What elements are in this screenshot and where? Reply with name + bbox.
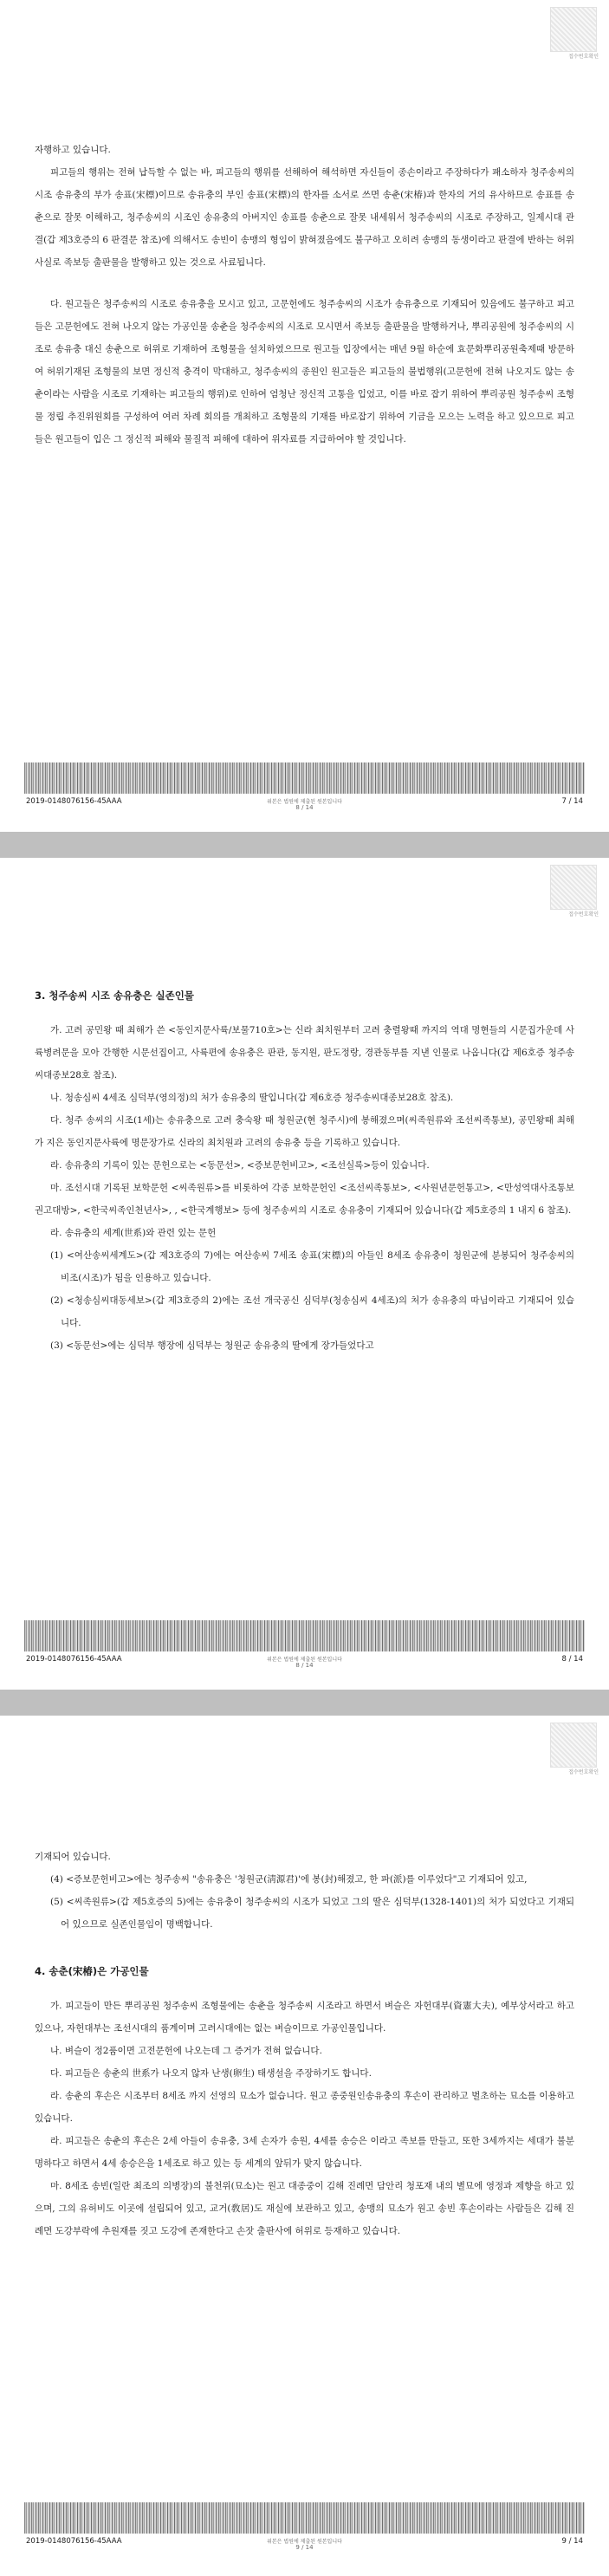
paragraph: 마. 조선시대 기록된 보학문헌 <씨족원류>를 비롯하여 각종 보학문헌인 <조선씨족통보>, <사원년문헌통고>, <만성역대사조통보 권고대방>, <한국씨족인천년사>, , <한국계행보> 등에 청주송씨의 시조로 송유충이 기재되어 있습니다(갑 제5호증의 1 내지 6 참조). <box>35 1183 574 1216</box>
footer-subpage: 8 / 14 <box>295 804 314 811</box>
document-id: 2019-0148076156-45AAA <box>26 2537 122 2546</box>
court-seal-stamp <box>550 865 597 910</box>
paragraph: 라. 송춘의 후손은 시조부터 8세조 까지 선영의 묘소가 없습니다. 원고 종중원인송유충의 후손이 관리하고 벌초하는 묘소를 이용하고 있습니다. <box>35 2091 574 2124</box>
paragraph: 라. 피고들은 송춘의 후손은 2세 아들이 송유충, 3세 손자가 송원, 4세를 송승은 이라고 족보를 만들고, 또한 3세까지는 세대가 불분명하다고 하면서 4세 송승은을 1세조로 하고 있는 등 세계의 앞뒤가 맞지 않습니다. <box>35 2136 574 2169</box>
page-footer <box>0 1620 609 1690</box>
section-heading: 4. 송춘(宋椿)은 가공인물 <box>35 1965 149 1977</box>
footer-note: 위본은 법원에 제출된 원본입니다 <box>267 2539 342 2545</box>
paragraph: 라. 송유충의 기록이 있는 문헌으로는 <동문선>, <증보문헌비고>, <조선실록>등이 있습니다. <box>50 1160 430 1171</box>
list-item: (4) <증보문헌비고>에는 청주송씨 "송유충은 '청원군(淸源君)'에 봉(封)해졌고, 한 파(派)를 이루었다"고 기재되어 있고, <box>50 1874 528 1885</box>
paragraph: 다. 원고들은 청주송씨의 시조로 송유충을 모시고 있고, 고문헌에도 청주송씨의 시조가 송유충으로 기재되어 있음에도 불구하고 피고들은 고문헌에도 전혀 나오지 않는 가공인물 송춘을 청주송씨의 시조로 모시면서 족보등 출판물을 발행하거나, 뿌리공원에 청주송씨의 시조로 송유충 대신 송춘으로 허위로 기재하여 조형물을 설치하였으므로 원고들 입장에서는 매년 9월 하순에 효문화뿌리공원축제때 방문하여 허위기재된 조형물의 보면 정신적 충격이 막대하고, 청주송씨의 종원인 원고들은 피고들의 불법행위(고문헌에 전혀 나오지도 않는 송춘이라는 사람을 시조로 기재하는 피고들의 행위)로 인하여 엄청난 정신적 고통을 입었고, 이를 바로 잡기 위하여 뿌리공원 청주송씨 조형물 정립 추진위원회를 구성하여 여러 차례 회의를 개최하고 조형물의 기재를 바로잡기 위하여 기금을 모으는 노력을 하고 있으므로 피고들은 원고들이 입은 그 정신적 피해와 물질적 피해에 대하여 위자료를 지급하여야 할 것입니다. <box>35 299 574 444</box>
paragraph: 가. 고려 공민왕 때 최해가 쓴 <동인지문사륙/보물710호>는 신라 최치원부터 고려 충렬왕때 까지의 역대 명현들의 시문집가운데 사륙병려문을 모아 간행한 시문선집이고, 사륙편에 송유충은 판관, 동지원, 판도정랑, 경관동부를 지낸 인물로 나옵니다(갑 제6호증 청주송씨대종보28호 참조). <box>35 1025 574 1080</box>
paragraph: 마. 8세조 송빈(일란 최조의 의병장)의 불천위(묘소)는 원고 대종중이 김해 진례면 담안리 청포재 내의 별묘에 영정과 제향을 하고 있으며, 그의 유허비도 이곳에 설립되어 있고, 교거(敎居)도 재실에 보관하고 있고, 송맹의 묘소가 원고 송빈 후손이라는 사람들은 김해 진례면 도강부락에 추원재를 짓고 도강에 존재한다고 손잣 출판사에 허위로 등재하고 있습니다. <box>35 2181 574 2236</box>
section-heading: 3. 청주송씨 시조 송유충은 실존인물 <box>35 990 194 1002</box>
document-page-2 <box>0 858 609 1690</box>
list-item: (3) <동문선>에는 심덕부 행장에 심덕부는 청원군 송유충의 딸에게 장가들었다고 <box>50 1340 374 1351</box>
page-number: 7 / 14 <box>561 797 583 806</box>
stamp-caption: 접수번호확인 <box>568 1769 599 1775</box>
page-body <box>35 1846 574 2242</box>
footer-note: 위본은 법원에 제출된 원본입니다 <box>267 1657 342 1663</box>
paragraph: 가. 피고들이 만든 뿌리공원 청주송씨 조형물에는 송춘을 청주송씨 시조라고 하면서 벼슬은 자헌대부(資憲大夫), 예부상서라고 하고 있으나, 자헌대부는 조선시대의 품계이며 고려시대에는 없는 벼슬이므로 가공인물입니다. <box>35 2001 574 2034</box>
paragraph-gap <box>35 1936 574 1955</box>
paragraph: 피고들의 행위는 전혀 납득할 수 없는 바, 피고들의 행위를 선해하여 해석하면 자신들이 종손이라고 주장하다가 패소하자 청주송씨의 시조 송유충의 부가 송표(宋標)이므로 송유충의 부인 송표(宋標)의 한자를 소서로 쓰면 송춘(宋椿)과 한자의 거의 유사하므로 송표를 송춘으로 잘못 이해하고, 청주송씨의 시조인 송유충의 아버지인 송표를 송춘으로 잘못 내세워서 청주송씨의 시조로 주장하고, 일제시대 관결(갑 제3호증의 6 판결문 참조)에 의해서도 송빈이 송맹의 형임이 밝혀졌음에도 불구하고 오히려 송맹의 동생이라고 판결에 반하는 허위사실로 족보등 출판물을 발행하고 있는 것으로 사료됩니다. <box>35 167 574 268</box>
footer-barcode-strip <box>24 1620 585 1651</box>
footer-subpage: 9 / 14 <box>295 2544 314 2551</box>
paragraph: 나. 벼슬이 정2품이면 고전문헌에 나오는데 그 증거가 전혀 없습니다. <box>50 2046 322 2056</box>
page-number: 8 / 14 <box>561 1655 583 1664</box>
document-page-1 <box>0 0 609 832</box>
document-page-3 <box>0 1716 609 2576</box>
list-item: (2) <청송심씨대동세보>(갑 제3호증의 2)에는 조선 개국공신 심덕부(청송심씨 4세조)의 처가 송유충의 따님이라고 기재되어 있습니다. <box>50 1295 574 1328</box>
page-footer <box>0 762 609 832</box>
court-seal-stamp <box>550 7 597 52</box>
stamp-caption: 접수번호확인 <box>568 54 599 60</box>
paragraph: 자행하고 있습니다. <box>35 145 111 155</box>
page-footer <box>0 2502 609 2572</box>
footer-barcode-strip <box>24 2502 585 2534</box>
court-seal-stamp <box>550 1723 597 1768</box>
document-id: 2019-0148076156-45AAA <box>26 1655 122 1664</box>
paragraph-gap <box>35 274 574 293</box>
page-number: 9 / 14 <box>561 2537 583 2546</box>
document-id: 2019-0148076156-45AAA <box>26 797 122 806</box>
page-body <box>35 139 574 451</box>
paragraph: 다. 피고들은 송춘의 世系가 나오지 않자 난생(卵生) 태생설을 주장하기도 합니다. <box>50 2068 372 2079</box>
paragraph: 다. 청주 송씨의 시조(1세)는 송유충으로 고려 충숙왕 때 청원군(현 청주시)에 봉해졌으며(씨족원류와 조선씨족통보), 공민왕때 최해가 지은 동인지문사륙에 명문장가로 신라의 최치원과 고려의 송유충 등을 기록하고 있습니다. <box>35 1115 574 1148</box>
paragraph: 기재되어 있습니다. <box>35 1852 111 1862</box>
footer-barcode-strip <box>24 762 585 794</box>
list-item: (5) <씨족원류>(갑 제5호증의 5)에는 송유충이 청주송씨의 시조가 되었고 그의 딸은 심덕부(1328-1401)의 처가 되었다고 기재되어 있으므로 실존인물임이 명백합니다. <box>50 1897 574 1930</box>
paragraph: 라. 송유충의 세계(世系)와 관련 있는 문헌 <box>50 1228 217 1238</box>
list-item: (1) <여산송씨세계도>(갑 제3호증의 7)에는 여산송씨 7세조 송표(宋標)의 아들인 8세조 송유충이 청원군에 분봉되어 청주송씨의 비조(시조)가 됨을 인용하고 있습니다. <box>50 1250 574 1283</box>
paragraph: 나. 청송심씨 4세조 심덕부(영의정)의 처가 송유충의 딸입니다(갑 제6호증 청주송씨대종보28호 참조). <box>50 1093 454 1103</box>
stamp-caption: 접수번호확인 <box>568 912 599 918</box>
footer-subpage: 8 / 14 <box>295 1662 314 1669</box>
footer-note: 위본은 법원에 제출된 원본입니다 <box>267 799 342 805</box>
page-body <box>35 979 574 1357</box>
